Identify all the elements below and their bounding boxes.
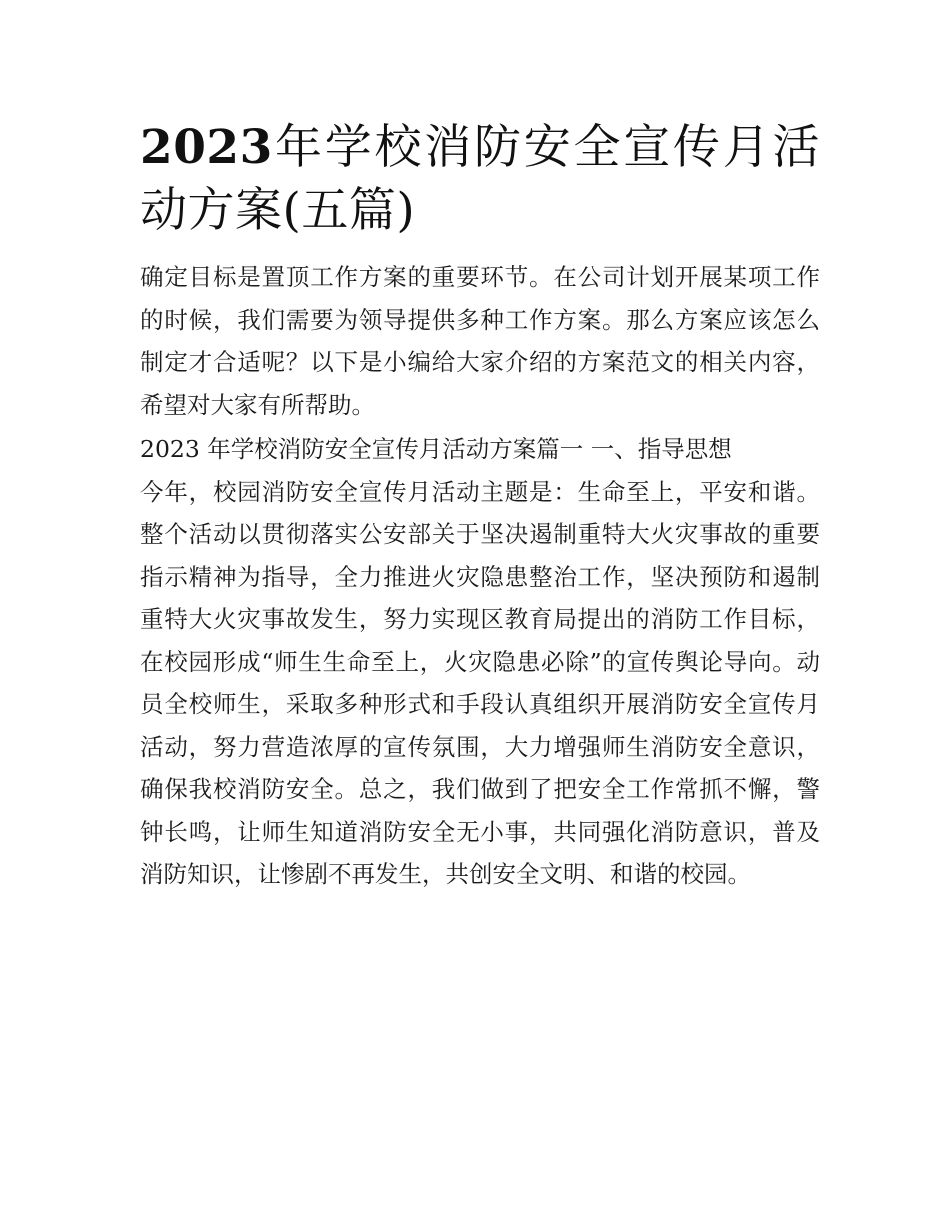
body-paragraph: 今年，校园消防安全宣传月活动主题是：生命至上，平安和谐。整个活动以贯彻落实公安部关于坚决遏制重特大火灾事故的重要指示精神为指导，全力推进火灾隐患整治工作，坚决预防和遏制重特大火灾事故发生，努力实现区教育局提出的消防工作目标，在校园形成“师生生命至上，火灾隐患必除”的宣传舆论导向。动员全校师生，采取多种形式和手段认真组织开展消防安全宣传月活动，努力营造浓厚的宣传氛围，大力增强师生消防安全意识，确保我校消防安全。总之，我们做到了把安全工作常抓不懈，警钟长鸣，让师生知道消防安全无小事，共同强化消防意识，普及消防知识，让惨剧不再发生，共创安全文明、和谐的校园。: [140, 477, 820, 888]
document-content: [140, 116, 820, 896]
section-heading: 2023 年学校消防安全宣传月活动方案篇一 一、指导思想: [140, 435, 732, 463]
document-title-year: 2023: [140, 120, 273, 175]
document-title-text: 年学校消防安全宣传月活动方案(五篇): [140, 120, 820, 238]
intro-paragraph: 确定目标是置顶工作方案的重要环节。在公司计划开展某项工作的时候，我们需要为领导提供多种工作方案。那么方案应该怎么制定才合适呢？以下是小编给大家介绍的方案范文的相关内容，希望对大家有所帮助。: [140, 263, 820, 419]
document-title: [140, 116, 820, 242]
